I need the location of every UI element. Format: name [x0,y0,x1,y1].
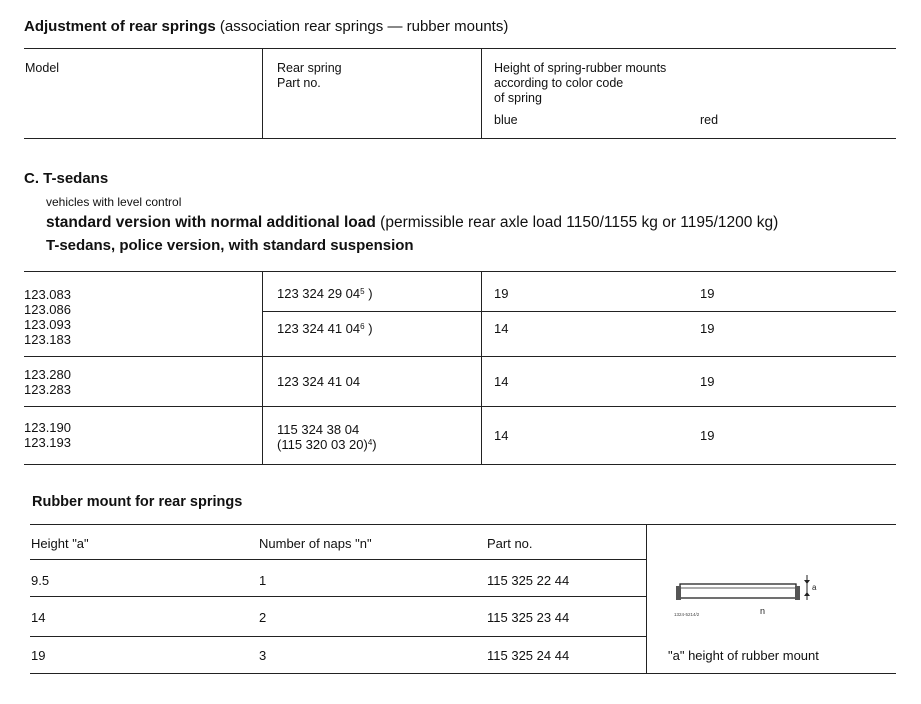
row1b-blue: 14 [494,321,509,336]
mount-header-height: Height "a" [31,536,89,551]
row1-split-rule [262,311,896,312]
row2-bottom-rule [24,406,896,407]
data-divider-1 [262,271,263,464]
mount-row1-height: 9.5 [31,573,50,588]
row1a-part-no: 123 324 29 04 [277,286,361,301]
header-height [494,61,666,106]
mount-row3-height: 19 [31,648,46,663]
row3-part [277,422,377,452]
figure-label-a: a [812,583,817,592]
header-height-line2: according to color code [494,76,624,90]
row2-models [24,367,71,397]
page-title-bold: Adjustment of rear springs [24,18,216,35]
row3-red: 19 [700,428,715,443]
row1-bottom-rule [24,356,896,357]
row3-close: ) [372,437,377,452]
row1-model-4: 123.183 [24,332,71,347]
row1b-red: 19 [700,321,715,336]
height-arrow-bottom [804,592,810,596]
mount-row2-height: 14 [31,610,46,625]
header-rear-spring-line1: Rear spring [277,61,342,75]
header-model: Model [25,61,60,75]
mount-row3-part: 115 325 24 44 [487,648,570,663]
row1b-part [277,322,373,335]
row1a-part [277,287,373,300]
row3-bottom-rule [24,464,896,465]
header-divider-1 [262,48,263,138]
header-top-rule [24,48,896,49]
row1-models [24,287,71,347]
mount-top-rule [30,524,896,525]
header-bottom-rule [24,138,896,139]
rubber-mount-body [680,584,796,598]
row1b-part-no: 123 324 41 04 [277,321,361,336]
figure-caption: "a" height of rubber mount [668,648,819,663]
section-sub2 [46,214,778,232]
row3-blue: 14 [494,428,509,443]
data-top-rule [24,271,896,272]
mount-figure-divider [646,524,647,673]
page-title-rest: (association rear springs — rubber mounts) [215,18,509,35]
header-blue: blue [494,113,518,127]
row1a-close: ) [364,286,373,301]
section-sub2-rest: (permissible rear axle load 1150/1155 kg or 1195/1200 kg) [375,214,779,231]
row1b-close: ) [364,321,373,336]
mount-bottom-rule [30,673,896,674]
section-sub3: T-sedans, police version, with standard suspension [46,237,414,254]
header-rear-spring-line2: Part no. [277,76,321,90]
header-red: red [700,113,719,127]
mount-row3-naps: 3 [259,648,267,663]
mount-row1-naps: 1 [259,573,267,588]
mount-row2-naps: 2 [259,610,267,625]
row1-model-3: 123.093 [24,317,71,332]
header-height-line1: Height of spring-rubber mounts [494,61,667,75]
row2-model-2: 123.283 [24,382,71,397]
section-sub2-bold: standard version with normal additional load [46,214,376,231]
mount-header-naps: Number of naps "n" [259,536,372,551]
row1a-blue: 19 [494,286,509,301]
page-title [24,18,508,35]
mount-row2-part: 115 325 23 44 [487,610,570,625]
row3-part-line1: 115 324 38 04 [277,422,360,437]
row3-model-1: 123.190 [24,420,71,435]
header-divider-2 [481,48,482,138]
header-height-line3: of spring [494,91,542,105]
rubber-mount-diagram [672,570,822,620]
data-divider-2 [481,271,482,464]
figure-label-n: n [760,606,766,616]
header-rear-spring [277,61,342,91]
row2-blue: 14 [494,374,509,389]
mount-row1-rule [30,596,646,597]
mount-header-part: Part no. [487,536,533,551]
row3-footnote: 4 [367,438,373,447]
section-title: C. T-sedans [24,170,109,187]
row1a-red: 19 [700,286,715,301]
row1-model-1: 123.083 [24,287,71,302]
rubber-mount-nap-left [676,586,681,600]
mount-row2-rule [30,636,646,637]
row2-model-1: 123.280 [24,367,71,382]
mount-header-rule [30,559,646,560]
row1b-footnote: 6 [360,322,365,331]
row3-model-2: 123.193 [24,435,71,450]
row3-part-line2-wrap [277,437,377,452]
row1-model-2: 123.086 [24,302,71,317]
row3-part-line2: (115 320 03 20) [277,437,368,452]
mount-title: Rubber mount for rear springs [32,494,243,510]
rubber-mount-nap-right [795,586,800,600]
mount-row1-part: 115 325 22 44 [487,573,570,588]
section-sub1: vehicles with level control [46,195,182,209]
height-arrow-top [804,580,810,584]
row2-part: 123 324 41 04 [277,374,361,389]
row3-models [24,420,71,450]
figure-ref: 1324-5214/2 [674,612,700,617]
row2-red: 19 [700,374,715,389]
row1a-footnote: 5 [360,287,365,296]
